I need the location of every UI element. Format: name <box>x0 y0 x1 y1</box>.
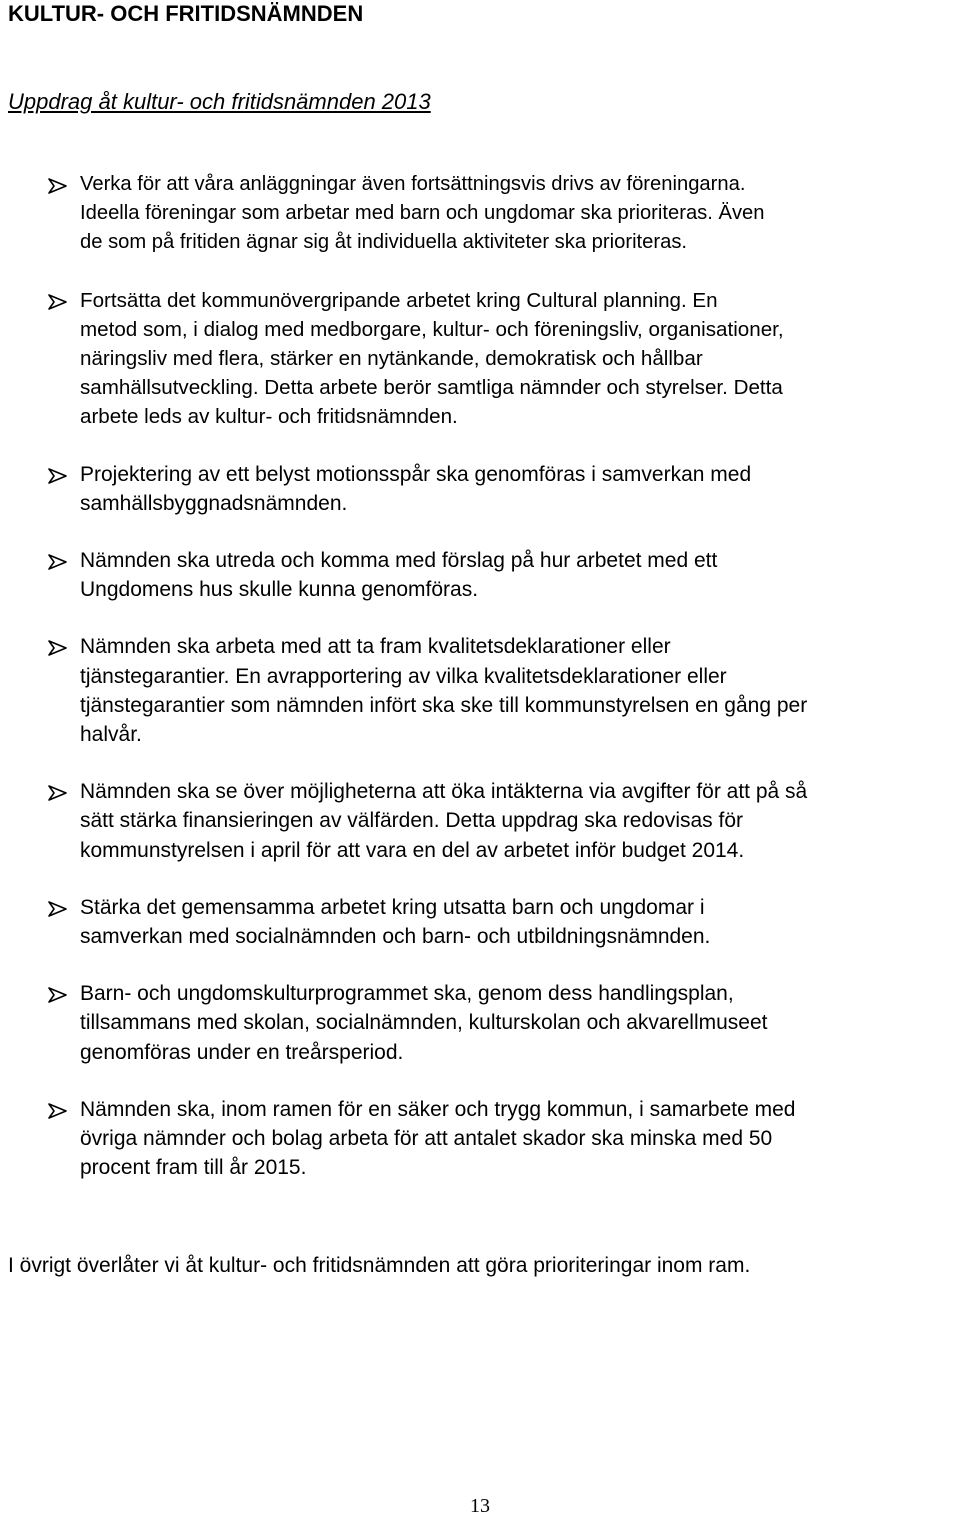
list-item-line: kommunstyrelsen i april för att vara en del av arbetet inför budget 2014. <box>80 838 745 862</box>
list-item <box>0 632 960 749</box>
arrowhead-bullet-icon <box>48 979 68 1008</box>
arrowhead-bullet-icon <box>48 1095 68 1124</box>
list-item-line: Ideella föreningar som arbetar med barn och ungdomar ska prioriteras. Även <box>80 202 765 225</box>
list-item <box>0 286 960 432</box>
list-item-line: Stärka det gemensamma arbetet kring utsatta barn och ungdomar i <box>80 895 705 919</box>
list-item-line: halvår. <box>80 723 142 747</box>
arrowhead-bullet-icon <box>48 460 68 489</box>
list-item-line: tjänstegarantier som nämnden infört ska ske till kommunstyrelsen en gång per <box>80 693 808 717</box>
document-heading: KULTUR- OCH FRITIDSNÄMNDEN <box>8 1 364 26</box>
arrowhead-bullet-icon <box>48 777 68 806</box>
list-item <box>0 1095 960 1183</box>
list-item-line: samhällsutveckling. Detta arbete berör samtliga nämnder och styrelser. Detta <box>80 376 783 400</box>
list-item <box>0 460 960 518</box>
list-item-line: arbete leds av kultur- och fritidsnämnden. <box>80 405 458 429</box>
arrowhead-bullet-icon <box>48 286 68 315</box>
document-subheading: Uppdrag åt kultur- och fritidsnämnden 2013 <box>8 89 431 114</box>
list-item-line: Projektering av ett belyst motionsspår ska genomföras i samverkan med <box>80 462 752 486</box>
list-item <box>0 979 960 1067</box>
list-item-line: Nämnden ska se över möjligheterna att öka intäkterna via avgifter för att på så <box>80 780 808 804</box>
list-item <box>0 170 960 258</box>
list-item-line: genomföras under en treårsperiod. <box>80 1040 404 1064</box>
list-item-line: Nämnden ska utreda och komma med förslag på hur arbetet med ett <box>80 549 718 573</box>
list-item-line: tillsammans med skolan, socialnämnden, kulturskolan och akvarellmuseet <box>80 1011 768 1035</box>
list-item-line: tjänstegarantier. En avrapportering av vilka kvalitetsdeklarationer eller <box>80 664 727 688</box>
list-item-line: näringsliv med flera, stärker en nytänkande, demokratisk och hållbar <box>80 347 703 371</box>
list-item-line: Fortsätta det kommunövergripande arbetet kring Cultural planning. En <box>80 288 718 312</box>
arrowhead-bullet-icon <box>48 893 68 922</box>
list-item-line: samverkan med socialnämnden och barn- och utbildningsnämnden. <box>80 925 711 949</box>
list-item <box>0 893 960 951</box>
assignment-list <box>0 170 960 1210</box>
list-item-line: Nämnden ska arbeta med att ta fram kvalitetsdeklarationer eller <box>80 635 671 659</box>
list-item-line: Verka för att våra anläggningar även fortsättningsvis drivs av föreningarna. <box>80 173 746 195</box>
list-item-line: metod som, i dialog med medborgare, kultur- och föreningsliv, organisationer, <box>80 317 784 341</box>
list-item <box>0 546 960 604</box>
page-number: 13 <box>470 1495 490 1517</box>
list-item-line: de som på fritiden ägnar sig åt individuella aktiviteter ska prioriteras. <box>80 231 688 254</box>
arrowhead-bullet-icon <box>48 546 68 575</box>
list-item-line: Barn- och ungdomskulturprogrammet ska, genom dess handlingsplan, <box>80 982 734 1006</box>
list-item-line: Nämnden ska, inom ramen för en säker och trygg kommun, i samarbete med <box>80 1097 796 1121</box>
list-item-line: samhällsbyggnadsnämnden. <box>80 491 348 515</box>
arrowhead-bullet-icon <box>48 170 68 199</box>
list-item-line: procent fram till år 2015. <box>80 1156 307 1180</box>
arrowhead-bullet-icon <box>48 632 68 661</box>
list-item-line: Ungdomens hus skulle kunna genomföras. <box>80 578 479 602</box>
closing-paragraph: I övrigt överlåter vi åt kultur- och fritidsnämnden att göra prioriteringar inom ram. <box>8 1254 751 1277</box>
list-item-line: övriga nämnder och bolag arbeta för att antalet skador ska minska med 50 <box>80 1127 773 1151</box>
list-item <box>0 777 960 865</box>
list-item-line: sätt stärka finansieringen av välfärden. Detta uppdrag ska redovisas för <box>80 809 744 833</box>
